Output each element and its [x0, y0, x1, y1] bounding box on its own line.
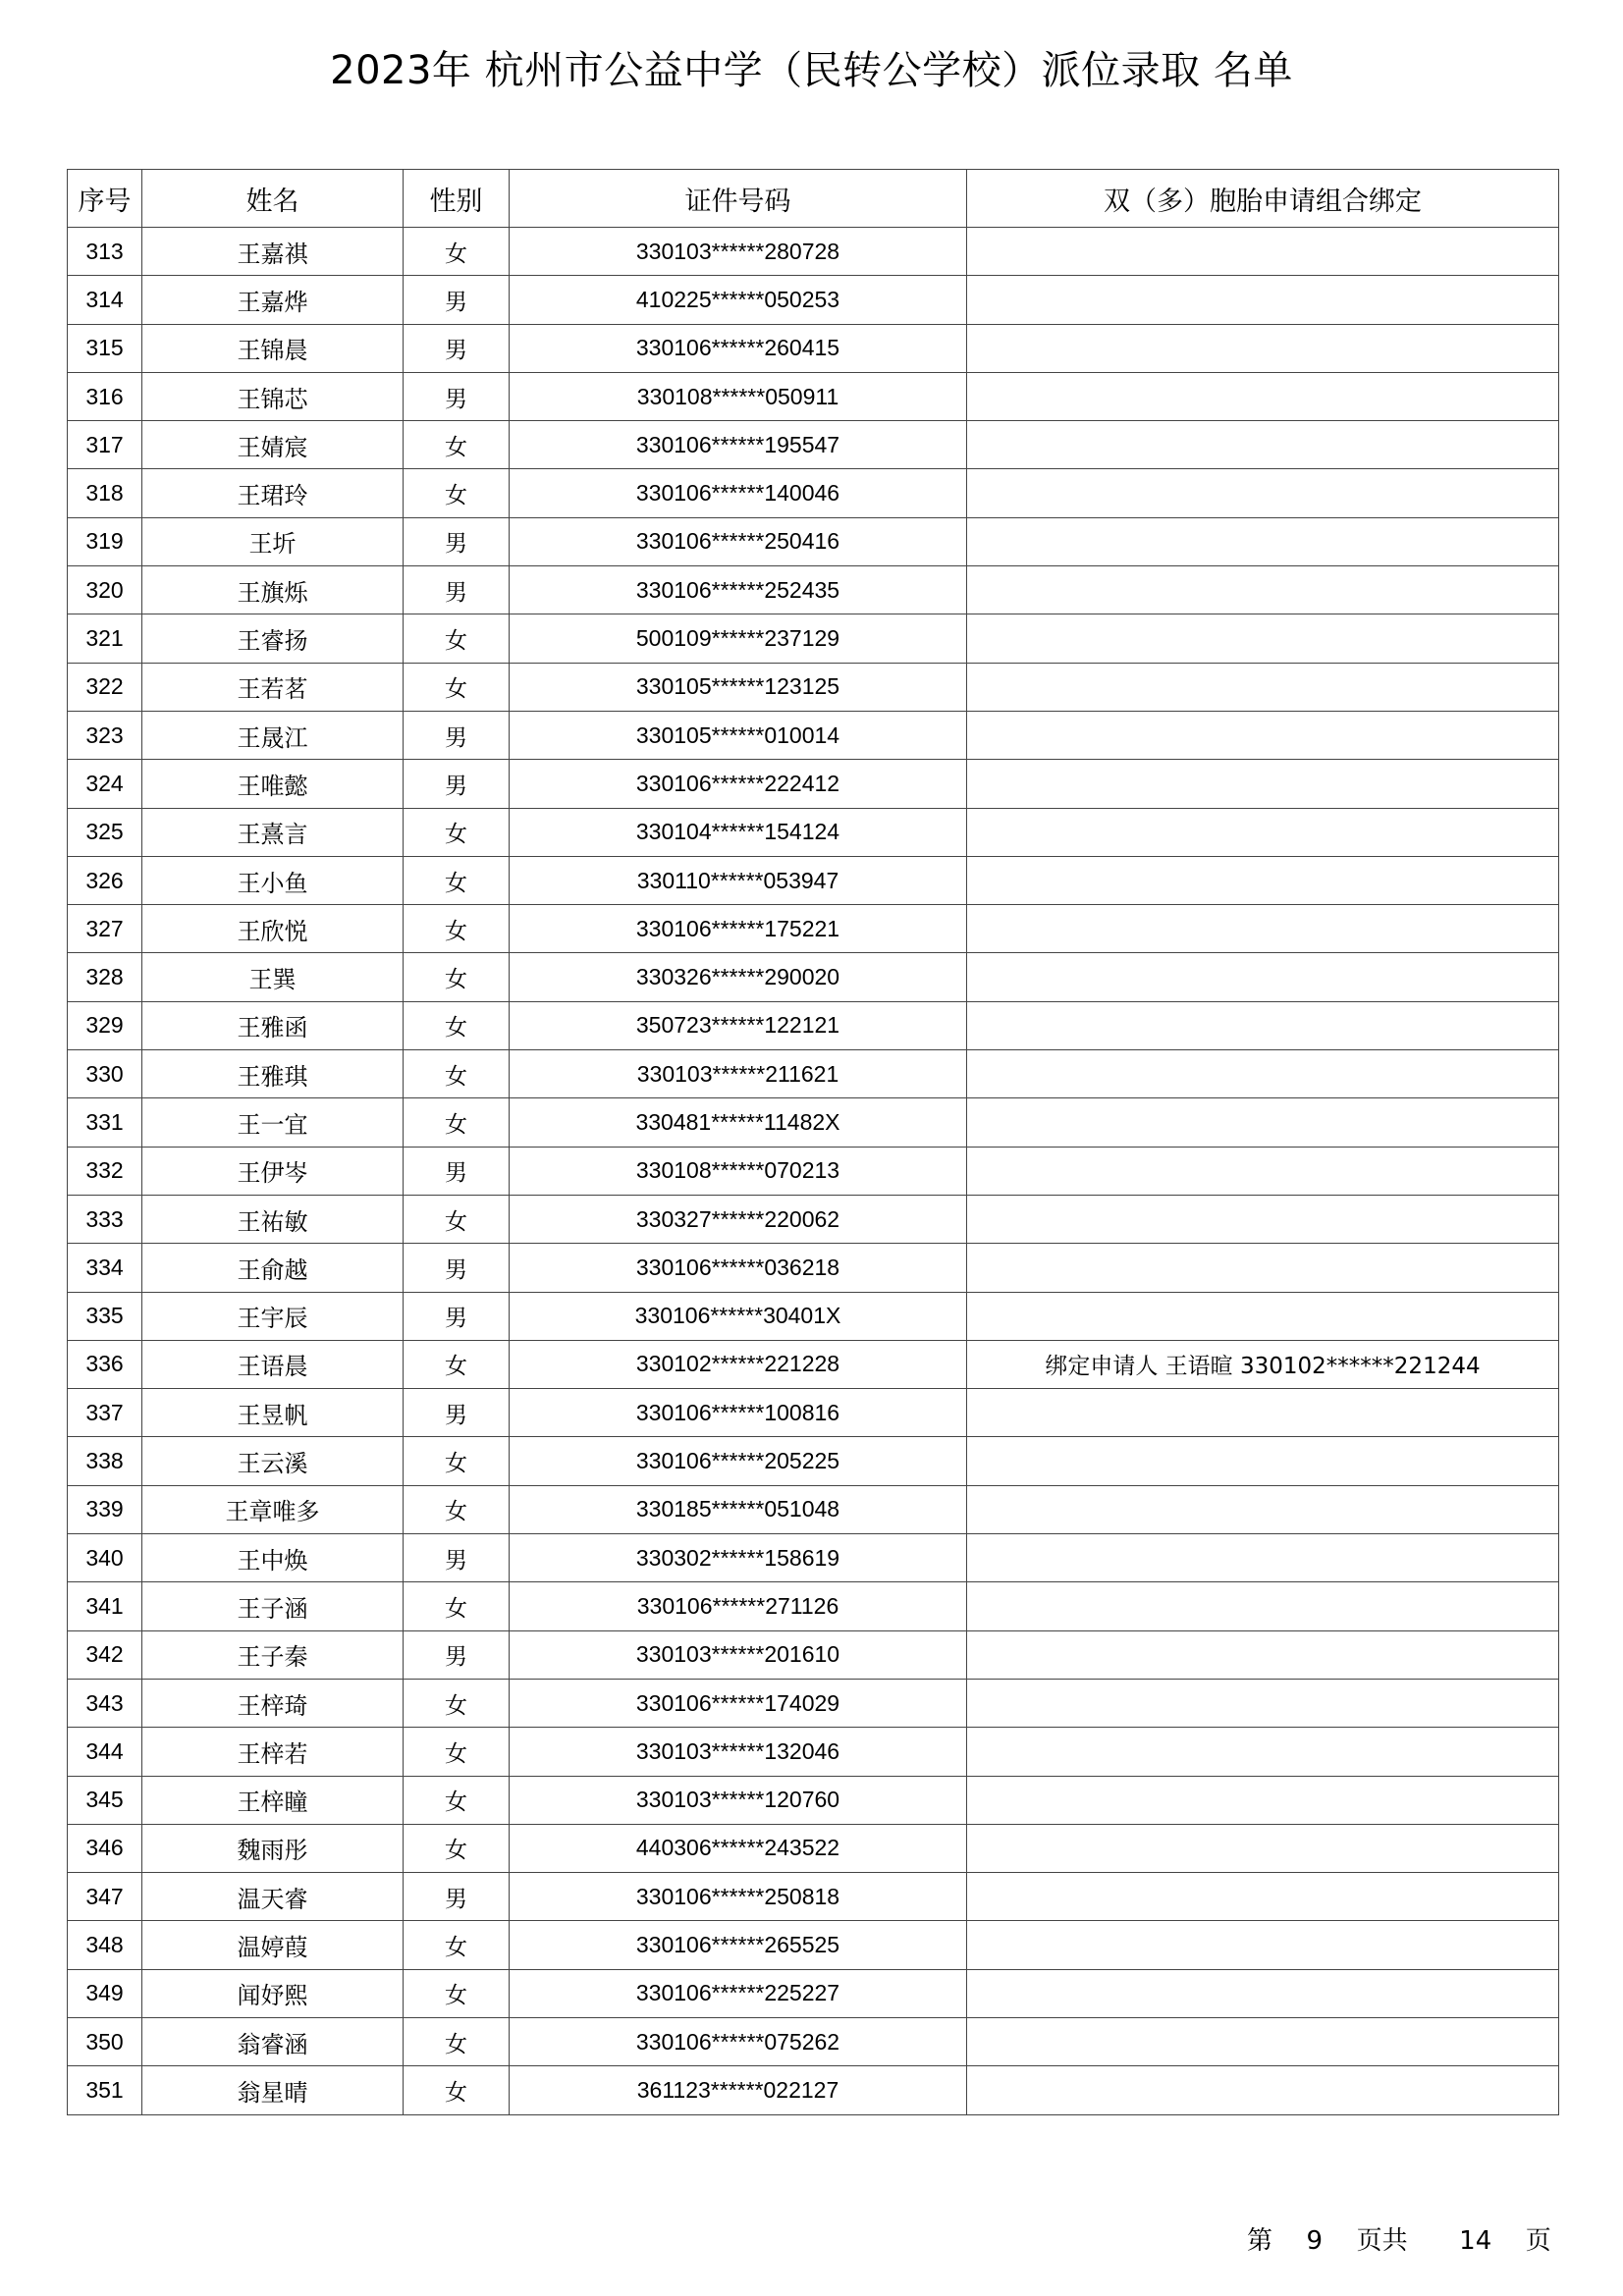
table-row: [68, 711, 1559, 759]
cell-twin-binding: [967, 276, 1559, 324]
cell-id-number: 330106******271126: [510, 1582, 967, 1630]
cell-twin-binding: [967, 1244, 1559, 1292]
cell-serial-number: 327: [68, 905, 142, 953]
table-row: [68, 1050, 1559, 1098]
cell-id-number: 330106******260415: [510, 324, 967, 372]
cell-twin-binding: [967, 1582, 1559, 1630]
cell-twin-binding: [967, 1873, 1559, 1921]
cell-gender: 女: [404, 1679, 510, 1727]
cell-student-name: 王巽: [142, 953, 404, 1001]
table-header-row: [68, 170, 1559, 228]
cell-twin-binding: [967, 711, 1559, 759]
cell-id-number: 330105******010014: [510, 711, 967, 759]
cell-student-name: 王唯懿: [142, 760, 404, 808]
header-twin-binding: 双（多）胞胎申请组合绑定: [967, 170, 1559, 228]
cell-id-number: 330103******280728: [510, 228, 967, 276]
cell-student-name: 王婧宸: [142, 421, 404, 469]
cell-serial-number: 322: [68, 663, 142, 711]
cell-gender: 女: [404, 421, 510, 469]
header-gender: 性别: [404, 170, 510, 228]
cell-student-name: 王祐敏: [142, 1195, 404, 1243]
cell-id-number: 440306******243522: [510, 1824, 967, 1872]
cell-id-number: 330302******158619: [510, 1534, 967, 1582]
cell-twin-binding: [967, 1098, 1559, 1147]
cell-student-name: 王欣悦: [142, 905, 404, 953]
cell-gender: 女: [404, 1824, 510, 1872]
cell-student-name: 王俞越: [142, 1244, 404, 1292]
cell-student-name: 王伊岑: [142, 1147, 404, 1195]
cell-serial-number: 350: [68, 2017, 142, 2065]
cell-twin-binding: [967, 2017, 1559, 2065]
cell-serial-number: 337: [68, 1389, 142, 1437]
table-row: [68, 566, 1559, 614]
table-row: [68, 1147, 1559, 1195]
cell-twin-binding: [967, 228, 1559, 276]
cell-student-name: 王晟江: [142, 711, 404, 759]
cell-twin-binding: [967, 808, 1559, 856]
cell-student-name: 魏雨彤: [142, 1824, 404, 1872]
table-row: [68, 276, 1559, 324]
cell-twin-binding: [967, 614, 1559, 663]
cell-id-number: 330102******221228: [510, 1340, 967, 1388]
cell-gender: 女: [404, 2066, 510, 2114]
table-row: [68, 228, 1559, 276]
table-row: [68, 856, 1559, 904]
cell-gender: 女: [404, 1485, 510, 1533]
cell-twin-binding: [967, 1292, 1559, 1340]
cell-id-number: 350723******122121: [510, 1001, 967, 1049]
cell-serial-number: 333: [68, 1195, 142, 1243]
table-row: [68, 1728, 1559, 1776]
cell-id-number: 330106******250416: [510, 517, 967, 565]
cell-id-number: 500109******237129: [510, 614, 967, 663]
cell-serial-number: 339: [68, 1485, 142, 1533]
cell-serial-number: 319: [68, 517, 142, 565]
cell-id-number: 330103******132046: [510, 1728, 967, 1776]
cell-serial-number: 315: [68, 324, 142, 372]
cell-gender: 男: [404, 324, 510, 372]
cell-serial-number: 314: [68, 276, 142, 324]
cell-id-number: 330106******250818: [510, 1873, 967, 1921]
table-row: [68, 372, 1559, 420]
cell-id-number: 330106******222412: [510, 760, 967, 808]
cell-serial-number: 344: [68, 1728, 142, 1776]
table-row: [68, 1776, 1559, 1824]
cell-id-number: 330106******075262: [510, 2017, 967, 2065]
cell-serial-number: 325: [68, 808, 142, 856]
cell-student-name: 王锦晨: [142, 324, 404, 372]
cell-twin-binding: [967, 566, 1559, 614]
cell-serial-number: 317: [68, 421, 142, 469]
cell-gender: 女: [404, 1921, 510, 1969]
cell-gender: 女: [404, 953, 510, 1001]
table-row: [68, 1001, 1559, 1049]
cell-serial-number: 335: [68, 1292, 142, 1340]
table-row: [68, 1340, 1559, 1388]
cell-id-number: 330110******053947: [510, 856, 967, 904]
cell-gender: 男: [404, 372, 510, 420]
cell-serial-number: 318: [68, 469, 142, 517]
cell-student-name: 温婷葭: [142, 1921, 404, 1969]
cell-gender: 女: [404, 1001, 510, 1049]
cell-gender: 女: [404, 2017, 510, 2065]
cell-gender: 女: [404, 1050, 510, 1098]
cell-gender: 男: [404, 1873, 510, 1921]
cell-serial-number: 342: [68, 1630, 142, 1679]
page-footer: [1247, 2220, 1551, 2257]
cell-serial-number: 323: [68, 711, 142, 759]
table-row: [68, 1873, 1559, 1921]
table-row: [68, 517, 1559, 565]
cell-twin-binding: [967, 1485, 1559, 1533]
cell-twin-binding: [967, 517, 1559, 565]
table-row: [68, 614, 1559, 663]
table-row: [68, 808, 1559, 856]
cell-student-name: 王梓瞳: [142, 1776, 404, 1824]
cell-student-name: 温天睿: [142, 1873, 404, 1921]
cell-serial-number: 347: [68, 1873, 142, 1921]
cell-twin-binding: [967, 1824, 1559, 1872]
table-row: [68, 1098, 1559, 1147]
cell-student-name: 王锦芯: [142, 372, 404, 420]
cell-serial-number: 346: [68, 1824, 142, 1872]
table-row: [68, 469, 1559, 517]
cell-id-number: 330103******211621: [510, 1050, 967, 1098]
cell-twin-binding: [967, 1969, 1559, 2017]
cell-gender: 男: [404, 1147, 510, 1195]
cell-twin-binding: [967, 856, 1559, 904]
cell-student-name: 王梓若: [142, 1728, 404, 1776]
table-row: [68, 1195, 1559, 1243]
cell-serial-number: 326: [68, 856, 142, 904]
header-name: 姓名: [142, 170, 404, 228]
cell-id-number: 330185******051048: [510, 1485, 967, 1533]
cell-id-number: 330106******252435: [510, 566, 967, 614]
table-row: [68, 1969, 1559, 2017]
cell-serial-number: 349: [68, 1969, 142, 2017]
cell-student-name: 王旗烁: [142, 566, 404, 614]
cell-serial-number: 328: [68, 953, 142, 1001]
cell-id-number: 330326******290020: [510, 953, 967, 1001]
cell-gender: 男: [404, 1292, 510, 1340]
cell-gender: 女: [404, 469, 510, 517]
table-row: [68, 1679, 1559, 1727]
cell-serial-number: 330: [68, 1050, 142, 1098]
cell-twin-binding: [967, 1630, 1559, 1679]
cell-gender: 女: [404, 1969, 510, 2017]
cell-id-number: 330106******265525: [510, 1921, 967, 1969]
cell-student-name: 王圻: [142, 517, 404, 565]
cell-id-number: 330106******30401X: [510, 1292, 967, 1340]
cell-student-name: 翁星晴: [142, 2066, 404, 2114]
cell-id-number: 330104******154124: [510, 808, 967, 856]
table-row: [68, 1582, 1559, 1630]
cell-id-number: 330481******11482X: [510, 1098, 967, 1147]
cell-id-number: 330106******175221: [510, 905, 967, 953]
table-row: [68, 1485, 1559, 1533]
cell-gender: 女: [404, 1098, 510, 1147]
table-row: [68, 1437, 1559, 1485]
cell-twin-binding: [967, 1050, 1559, 1098]
cell-serial-number: 313: [68, 228, 142, 276]
cell-id-number: 330106******100816: [510, 1389, 967, 1437]
cell-student-name: 王小鱼: [142, 856, 404, 904]
cell-gender: 女: [404, 1582, 510, 1630]
cell-student-name: 王章唯多: [142, 1485, 404, 1533]
cell-gender: 女: [404, 1195, 510, 1243]
cell-student-name: 王宇辰: [142, 1292, 404, 1340]
cell-id-number: 361123******022127: [510, 2066, 967, 2114]
table-row: [68, 663, 1559, 711]
table-row: [68, 953, 1559, 1001]
cell-gender: 男: [404, 517, 510, 565]
page-suffix: 页: [1525, 2226, 1551, 2256]
cell-student-name: 王若茗: [142, 663, 404, 711]
page-prefix: 第: [1247, 2226, 1273, 2256]
cell-serial-number: 324: [68, 760, 142, 808]
cell-student-name: 王语晨: [142, 1340, 404, 1388]
cell-serial-number: 351: [68, 2066, 142, 2114]
cell-gender: 男: [404, 1630, 510, 1679]
page-mid-text: 页共: [1356, 2226, 1408, 2256]
cell-gender: 男: [404, 276, 510, 324]
cell-twin-binding: [967, 1776, 1559, 1824]
total-page-count: 14: [1459, 2226, 1492, 2256]
table-row: [68, 1292, 1559, 1340]
cell-twin-binding: [967, 1437, 1559, 1485]
cell-gender: 女: [404, 614, 510, 663]
cell-id-number: 330106******174029: [510, 1679, 967, 1727]
cell-id-number: 330327******220062: [510, 1195, 967, 1243]
table-row: [68, 1824, 1559, 1872]
cell-twin-binding: [967, 905, 1559, 953]
cell-gender: 女: [404, 663, 510, 711]
table-row: [68, 905, 1559, 953]
table-row: [68, 1534, 1559, 1582]
cell-serial-number: 329: [68, 1001, 142, 1049]
table-row: [68, 1921, 1559, 1969]
header-id-number: 证件号码: [510, 170, 967, 228]
cell-id-number: 330105******123125: [510, 663, 967, 711]
cell-student-name: 王一宜: [142, 1098, 404, 1147]
cell-student-name: 王珺玲: [142, 469, 404, 517]
cell-gender: 女: [404, 905, 510, 953]
cell-gender: 女: [404, 1437, 510, 1485]
table-row: [68, 760, 1559, 808]
cell-student-name: 王雅琪: [142, 1050, 404, 1098]
cell-twin-binding: [967, 1728, 1559, 1776]
cell-serial-number: 343: [68, 1679, 142, 1727]
cell-gender: 男: [404, 711, 510, 759]
cell-student-name: 翁睿涵: [142, 2017, 404, 2065]
page-title: 2023年 杭州市公益中学（民转公学校）派位录取 名单: [330, 48, 1293, 93]
cell-serial-number: 348: [68, 1921, 142, 1969]
cell-serial-number: 332: [68, 1147, 142, 1195]
cell-twin-binding: [967, 953, 1559, 1001]
cell-twin-binding: [967, 2066, 1559, 2114]
cell-student-name: 王昱帆: [142, 1389, 404, 1437]
cell-twin-binding: [967, 1147, 1559, 1195]
cell-gender: 男: [404, 1534, 510, 1582]
cell-id-number: 330106******140046: [510, 469, 967, 517]
cell-gender: 女: [404, 1776, 510, 1824]
table-row: [68, 2066, 1559, 2114]
cell-gender: 女: [404, 1340, 510, 1388]
cell-student-name: 闻妤熙: [142, 1969, 404, 2017]
cell-id-number: 330108******050911: [510, 372, 967, 420]
cell-twin-binding: [967, 1389, 1559, 1437]
cell-gender: 男: [404, 760, 510, 808]
cell-twin-binding: [967, 469, 1559, 517]
cell-twin-binding: [967, 324, 1559, 372]
cell-student-name: 王雅函: [142, 1001, 404, 1049]
cell-serial-number: 341: [68, 1582, 142, 1630]
cell-id-number: 410225******050253: [510, 276, 967, 324]
cell-serial-number: 336: [68, 1340, 142, 1388]
cell-serial-number: 321: [68, 614, 142, 663]
cell-twin-binding: [967, 372, 1559, 420]
cell-gender: 女: [404, 808, 510, 856]
cell-student-name: 王子涵: [142, 1582, 404, 1630]
current-page-number: 9: [1306, 2226, 1324, 2256]
cell-id-number: 330106******225227: [510, 1969, 967, 2017]
cell-serial-number: 338: [68, 1437, 142, 1485]
table-row: [68, 1630, 1559, 1679]
cell-twin-binding: [967, 1195, 1559, 1243]
cell-student-name: 王嘉烨: [142, 276, 404, 324]
cell-student-name: 王梓琦: [142, 1679, 404, 1727]
cell-gender: 男: [404, 566, 510, 614]
cell-twin-binding: [967, 421, 1559, 469]
cell-id-number: 330103******201610: [510, 1630, 967, 1679]
cell-twin-binding: [967, 760, 1559, 808]
cell-serial-number: 331: [68, 1098, 142, 1147]
table-row: [68, 421, 1559, 469]
cell-twin-binding: [967, 1679, 1559, 1727]
cell-serial-number: 340: [68, 1534, 142, 1582]
cell-id-number: 330106******205225: [510, 1437, 967, 1485]
cell-serial-number: 320: [68, 566, 142, 614]
table-body: [68, 228, 1559, 2115]
cell-student-name: 王云溪: [142, 1437, 404, 1485]
cell-twin-binding: [967, 1001, 1559, 1049]
cell-twin-binding: [967, 1534, 1559, 1582]
cell-gender: 男: [404, 1244, 510, 1292]
cell-student-name: 王熹言: [142, 808, 404, 856]
cell-twin-binding: [967, 1921, 1559, 1969]
cell-id-number: 330108******070213: [510, 1147, 967, 1195]
cell-student-name: 王嘉祺: [142, 228, 404, 276]
table-row: [68, 1389, 1559, 1437]
cell-id-number: 330106******036218: [510, 1244, 967, 1292]
cell-student-name: 王中焕: [142, 1534, 404, 1582]
admission-table: [67, 169, 1559, 2115]
cell-gender: 男: [404, 1389, 510, 1437]
cell-gender: 女: [404, 228, 510, 276]
cell-serial-number: 334: [68, 1244, 142, 1292]
table-row: [68, 324, 1559, 372]
table-row: [68, 1244, 1559, 1292]
cell-serial-number: 345: [68, 1776, 142, 1824]
cell-serial-number: 316: [68, 372, 142, 420]
cell-gender: 女: [404, 856, 510, 904]
cell-student-name: 王子秦: [142, 1630, 404, 1679]
cell-gender: 女: [404, 1728, 510, 1776]
header-serial-number: 序号: [68, 170, 142, 228]
cell-id-number: 330103******120760: [510, 1776, 967, 1824]
cell-twin-binding: 绑定申请人 王语暄 330102******221244: [967, 1340, 1559, 1388]
cell-id-number: 330106******195547: [510, 421, 967, 469]
cell-student-name: 王睿扬: [142, 614, 404, 663]
cell-twin-binding: [967, 663, 1559, 711]
table-row: [68, 2017, 1559, 2065]
